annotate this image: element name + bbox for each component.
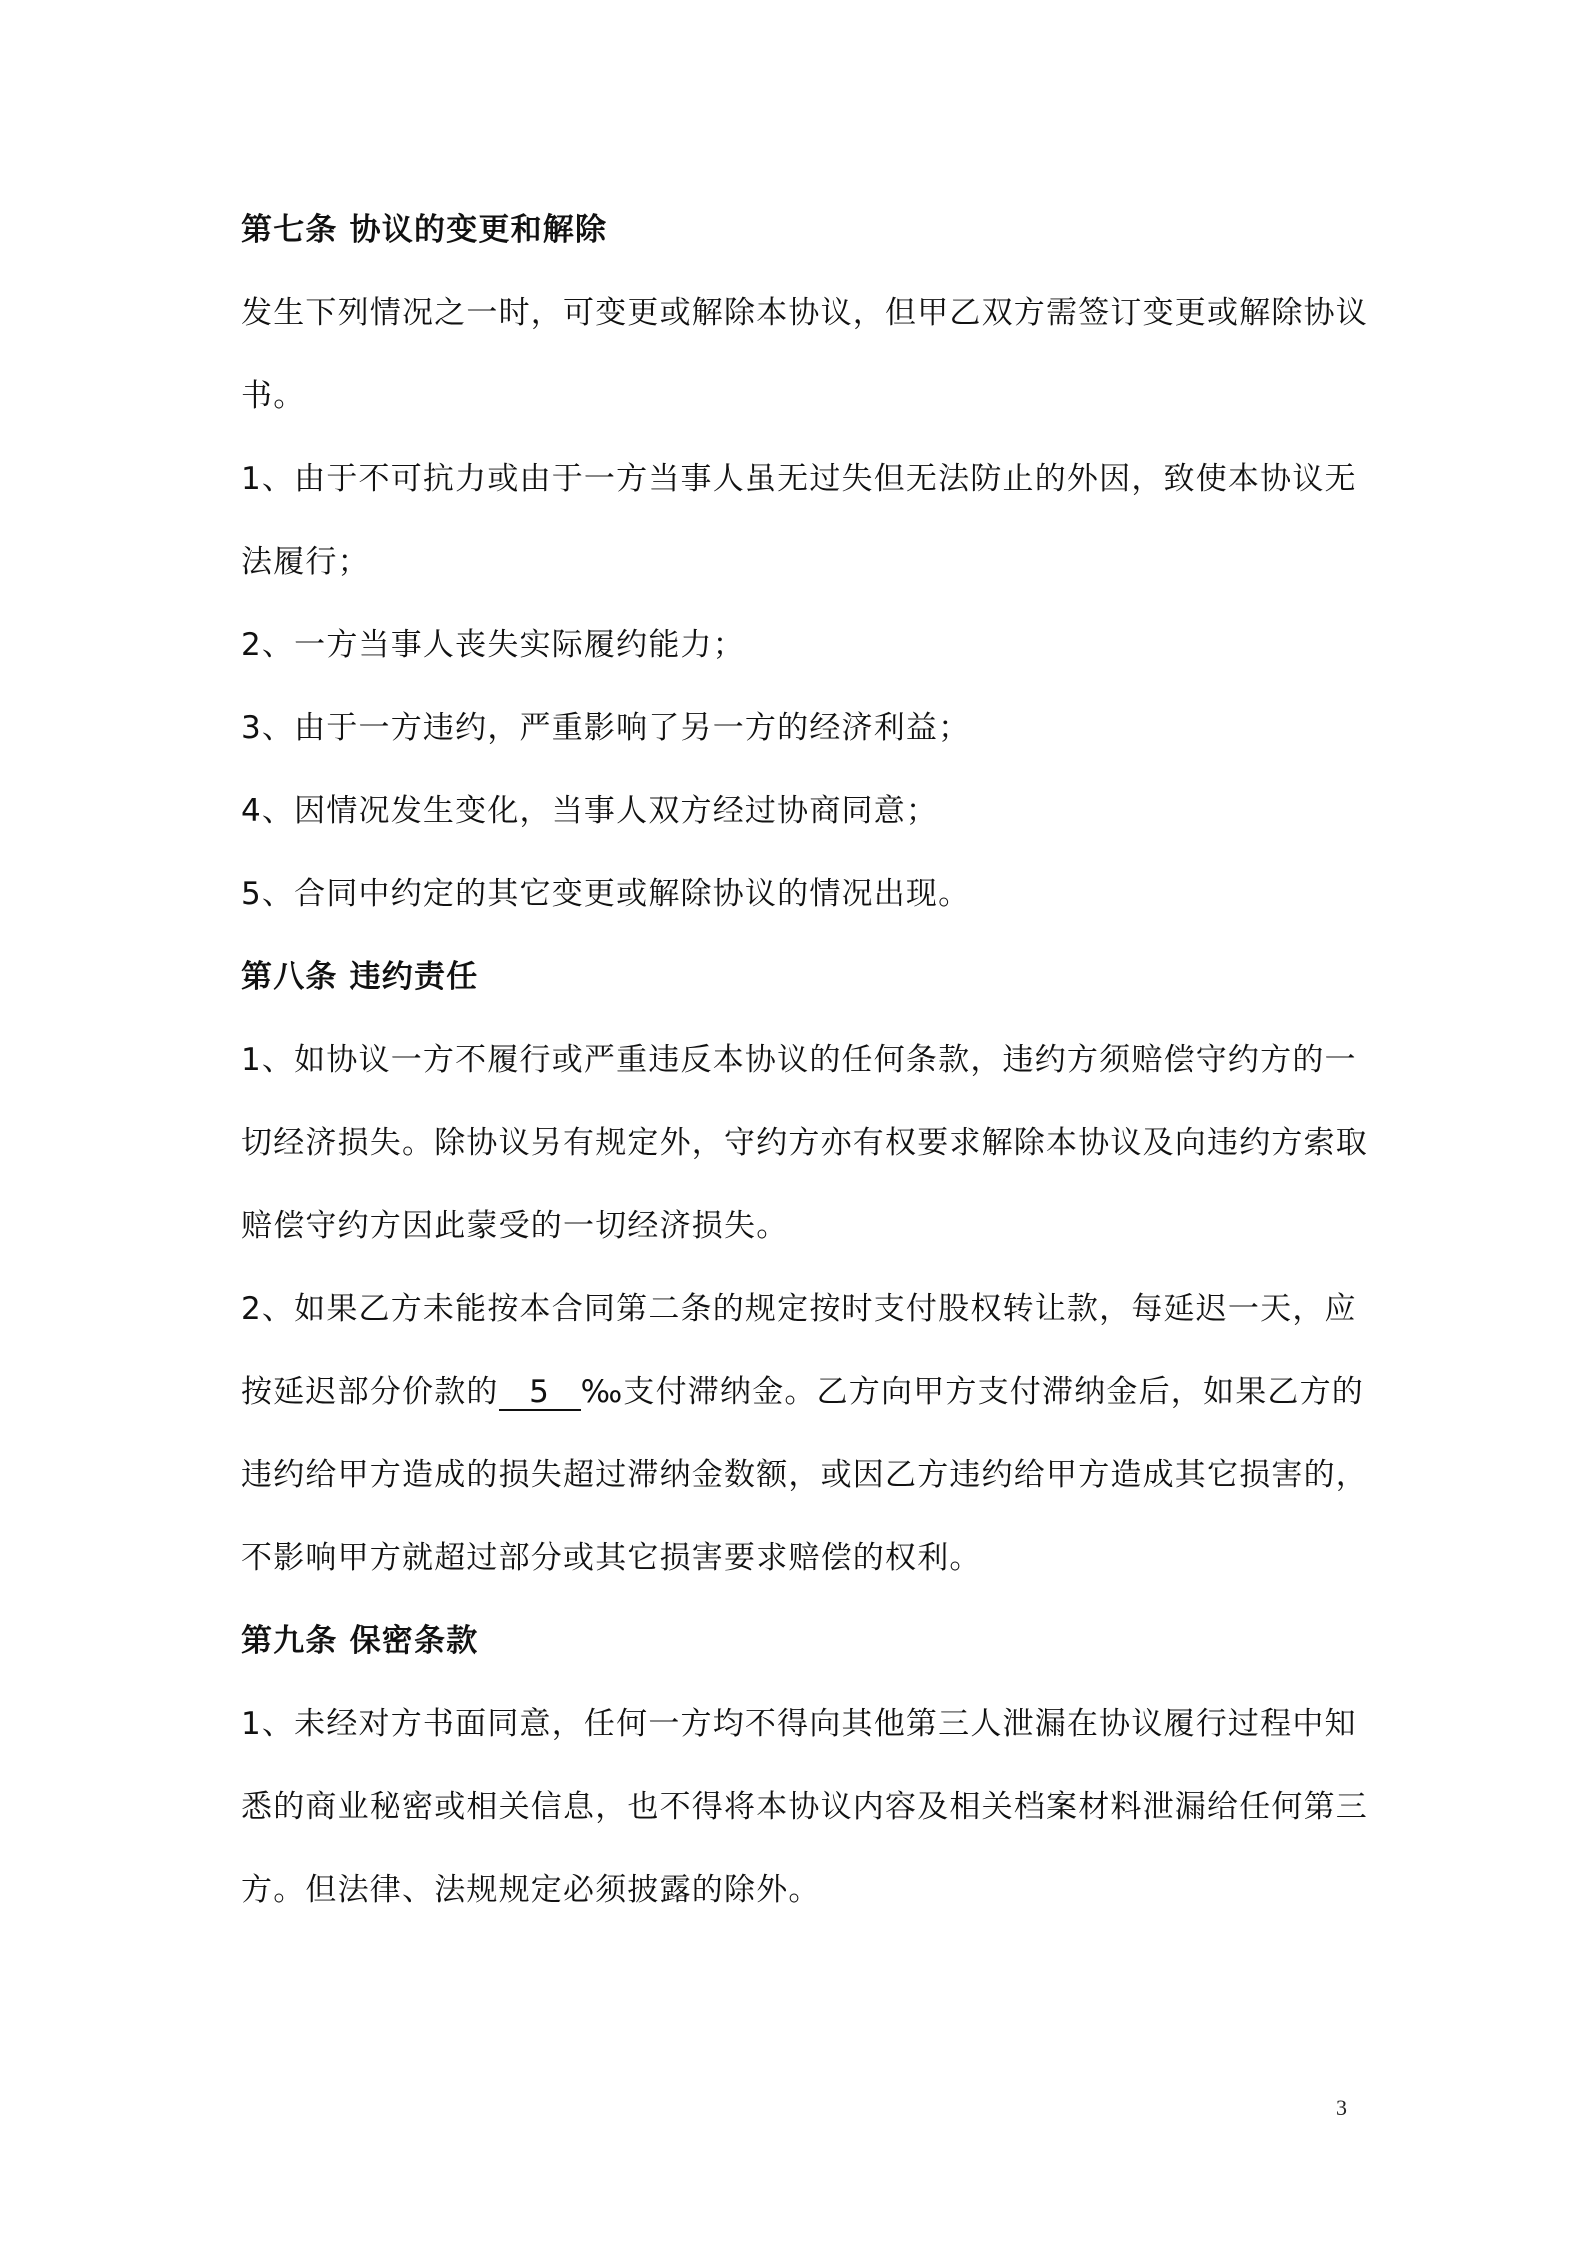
article-9-item-1-line-2: 悉的商业秘密或相关信息，也不得将本协议内容及相关档案材料泄漏给任何第三 xyxy=(241,1789,1368,1825)
article-7-item-1-line-2: 法履行； xyxy=(241,544,370,580)
page-number: 3 xyxy=(1336,2095,1347,2120)
article-9-title: 第九条 保密条款 xyxy=(241,1623,479,1659)
article-7-intro-line-1: 发生下列情况之一时，可变更或解除本协议，但甲乙双方需签订变更或解除协议 xyxy=(241,295,1368,331)
article-8-item-2-line-2 xyxy=(241,1372,1364,1412)
article-7-item-1-line-1: 1、由于不可抗力或由于一方当事人虽无过失但无法防止的外因，致使本协议无 xyxy=(241,461,1357,497)
article-9-item-1-line-1: 1、未经对方书面同意，任何一方均不得向其他第三人泄漏在协议履行过程中知 xyxy=(241,1706,1357,1742)
article-7-intro-line-2: 书。 xyxy=(241,378,306,414)
penalty-text-after: ‰支付滞纳金。乙方向甲方支付滞纳金后，如果乙方的 xyxy=(580,1374,1365,1410)
article-8-item-2-line-3: 违约给甲方造成的损失超过滞纳金数额，或因乙方违约给甲方造成其它损害的， xyxy=(241,1457,1368,1493)
article-8-item-1-line-3: 赔偿守约方因此蒙受的一切经济损失。 xyxy=(241,1208,789,1244)
article-8-item-1-line-2: 切经济损失。除协议另有规定外，守约方亦有权要求解除本协议及向违约方索取 xyxy=(241,1125,1368,1161)
article-8-item-2-line-4: 不影响甲方就超过部分或其它损害要求赔偿的权利。 xyxy=(241,1540,982,1576)
article-7-title: 第七条 协议的变更和解除 xyxy=(241,212,608,248)
article-8-title: 第八条 违约责任 xyxy=(241,959,479,995)
article-8-item-1-line-1: 1、如协议一方不履行或严重违反本协议的任何条款，违约方须赔偿守约方的一 xyxy=(241,1042,1357,1078)
penalty-rate-blank: 5 xyxy=(499,1375,581,1411)
penalty-text-before: 按延迟部分价款的 xyxy=(241,1374,499,1410)
article-9-item-1-line-3: 方。但法律、法规规定必须披露的除外。 xyxy=(241,1872,821,1908)
article-7-item-5: 5、合同中约定的其它变更或解除协议的情况出现。 xyxy=(241,876,971,912)
article-8-item-2-line-1: 2、如果乙方未能按本合同第二条的规定按时支付股权转让款，每延迟一天，应 xyxy=(241,1291,1357,1327)
article-7-item-3: 3、由于一方违约，严重影响了另一方的经济利益； xyxy=(241,710,971,746)
article-7-item-2: 2、一方当事人丧失实际履约能力； xyxy=(241,627,745,663)
article-7-item-4: 4、因情况发生变化，当事人双方经过协商同意； xyxy=(241,793,939,829)
